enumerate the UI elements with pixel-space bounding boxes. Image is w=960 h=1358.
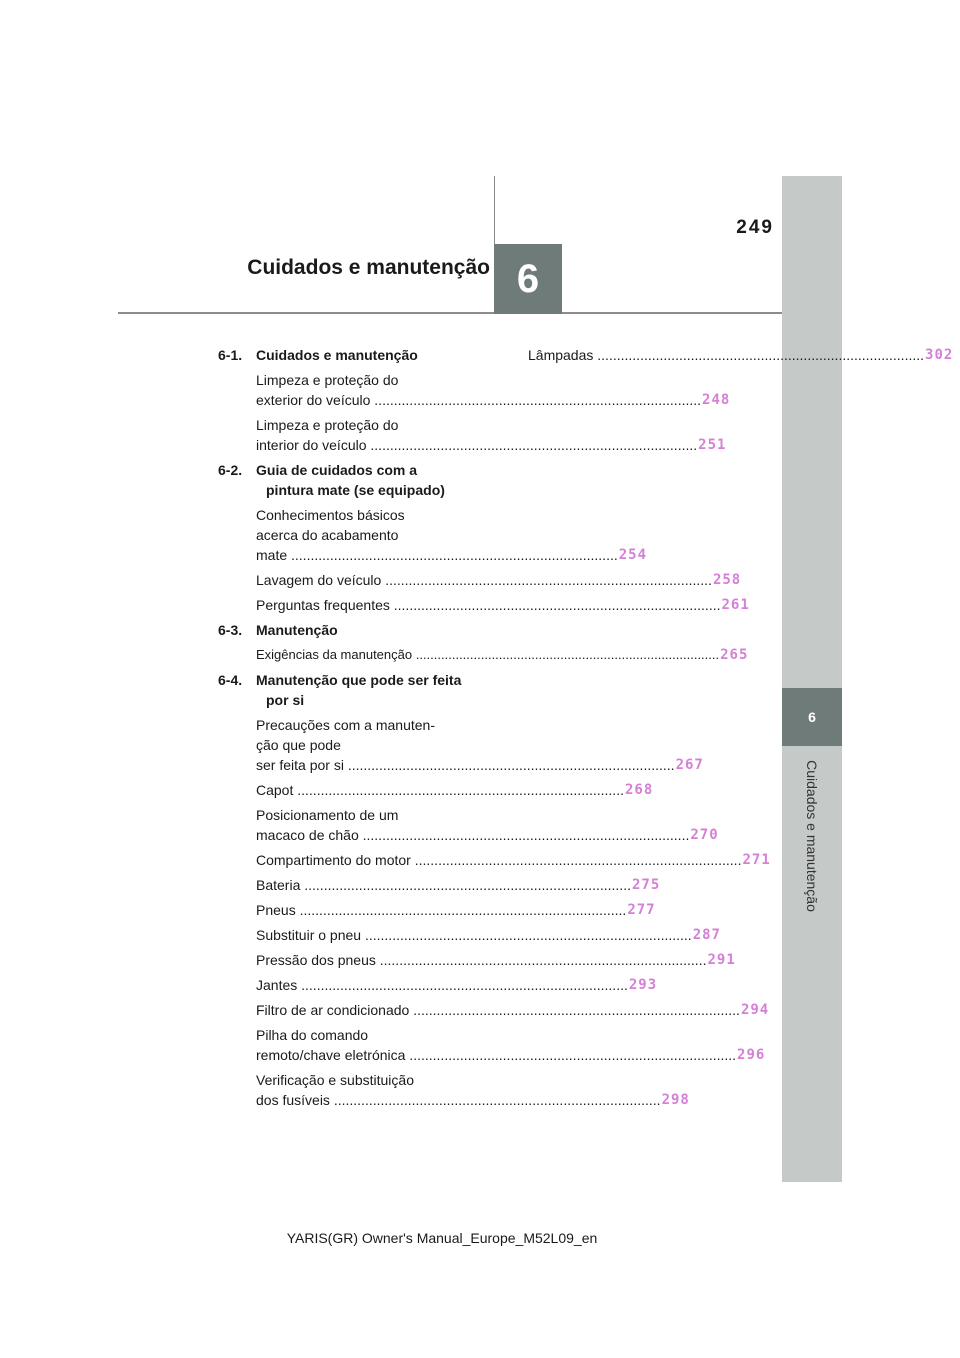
toc-entry-page-link[interactable]: 261 [721,597,750,613]
toc-entry-title: interior do veículo [256,437,367,453]
toc-entry-title: remoto/chave eletrónica [256,1047,406,1063]
toc-entry-page-link[interactable]: 298 [661,1092,690,1108]
dot-leader: .................................................................................... [410,852,742,868]
toc-entry-page-link[interactable]: 302 [925,347,954,363]
toc-entry[interactable] [256,505,648,565]
toc-entry-page-link[interactable]: 277 [627,902,656,918]
toc-entry-title: ser feita por si [256,757,344,773]
dot-leader: .................................................................................... [381,572,712,588]
toc-entry-title: Compartimento do motor [256,852,411,868]
dot-leader: .................................................................................... [375,952,707,968]
toc-entry-page-link[interactable]: 293 [628,977,658,993]
toc-entry-title: Substituir o pneu [256,927,362,943]
dot-leader: .................................................................................... [409,1002,740,1018]
toc-entry[interactable] [256,570,742,590]
toc-entry[interactable] [256,1000,770,1020]
toc-entry-line: Limpeza e proteção do [256,372,399,388]
toc-entry-title: macaco de chão [256,827,359,843]
header-horizontal-rule [118,312,782,314]
dot-leader: .................................................................................... [297,977,628,993]
toc-section-heading[interactable] [218,670,466,710]
toc-section-number: 6-3. [218,622,243,638]
dot-leader: .................................................................................... [300,877,631,893]
toc-entry-line: Precauções com a manuten- [256,717,435,733]
dot-leader: .................................................................................... [405,1047,737,1063]
toc-entry-line: Pilha do comando [256,1027,369,1043]
toc-section-title: Cuidados e manutenção [256,347,418,363]
toc-entry[interactable] [256,805,719,845]
toc-entry[interactable] [256,850,771,870]
toc-entry-page-link[interactable]: 248 [702,392,731,408]
toc-entry[interactable] [256,595,750,615]
toc-entry[interactable] [256,1070,690,1110]
toc-section-title: Manutenção que pode ser feita por si [256,672,462,708]
dot-leader: .................................................................................... [389,597,721,613]
toc-entry-page-link[interactable]: 268 [624,782,654,798]
toc-section-number: 6-2. [218,462,243,478]
toc-entry[interactable] [256,875,661,895]
toc-entry-line: ção que pode [256,737,341,753]
toc-section-heading[interactable] [218,345,466,365]
toc-entry-title: Capot [256,782,294,798]
dot-leader: .................................................................................... [366,437,698,453]
toc-entry[interactable] [256,780,654,800]
toc-section-heading[interactable] [218,620,466,640]
dot-leader: .................................................................................... [343,757,675,773]
dot-leader: .................................................................................... [370,392,702,408]
toc-entry-title: Pressão dos pneus [256,952,376,968]
toc-entry[interactable] [256,1025,766,1065]
toc-entry-title: Lavagem do veículo [256,572,382,588]
toc-entry-page-link[interactable]: 265 [720,647,749,663]
side-thumb-strip [782,176,842,1182]
toc-entry[interactable] [256,950,736,970]
toc-section-number: 6-4. [218,672,243,688]
dot-leader: .................................................................................... [287,547,618,563]
toc-entry-title: Bateria [256,877,301,893]
toc-entry-page-link[interactable]: 296 [737,1047,766,1063]
chapter-number-box: 6 [494,244,562,314]
toc-entry-page-link[interactable]: 267 [675,757,704,773]
toc-section-number: 6-1. [218,347,243,363]
toc-entry-title: Lâmpadas [528,347,594,363]
dot-leader: .................................................................................... [358,827,690,843]
toc-entry-title: dos fusíveis [256,1092,330,1108]
toc-entry-line: acerca do acabamento [256,527,399,543]
toc-entry-page-link[interactable]: 258 [712,572,742,588]
toc-entry-title: Perguntas frequentes [256,597,390,613]
toc-entry-page-link[interactable]: 287 [692,927,721,943]
dot-leader: .................................................................................... [412,647,720,662]
dot-leader: .................................................................................... [329,1092,661,1108]
toc-entry-page-link[interactable]: 254 [618,547,648,563]
toc-entry[interactable] [256,370,731,410]
toc-entry-title: mate [256,547,288,563]
footer-manual-id: YARIS(GR) Owner's Manual_Europe_M52L09_en [286,1230,598,1246]
dot-leader: .................................................................................... [293,782,624,798]
toc-entry-page-link[interactable]: 251 [698,437,727,453]
header-vertical-rule [494,176,495,246]
dot-leader: .................................................................................... [593,347,925,363]
toc-entry-page-link[interactable]: 275 [631,877,661,893]
dot-leader: .................................................................................... [295,902,627,918]
side-tab-chapter-title: Cuidados e manutenção [804,760,820,912]
toc-entry-line: Conhecimentos básicos [256,507,405,523]
toc-entry-page-link[interactable]: 294 [740,1002,770,1018]
dot-leader: .................................................................................... [361,927,692,943]
toc-entry-title: Jantes [256,977,298,993]
toc-entry-page-link[interactable]: 270 [690,827,719,843]
toc-entry-title: Pneus [256,902,296,918]
toc-section-heading[interactable] [218,460,466,500]
toc-entry-line: Limpeza e proteção do [256,417,399,433]
side-tab-chapter-number[interactable]: 6 [782,688,842,746]
toc-entry[interactable] [528,345,954,365]
toc-entry-page-link[interactable]: 271 [742,852,771,868]
chapter-title: Cuidados e manutenção [247,256,490,279]
table-of-contents-right-column [528,345,954,370]
toc-entry-title: exterior do veículo [256,392,371,408]
toc-entry[interactable] [256,925,721,945]
toc-entry[interactable] [256,975,658,995]
toc-entry-line: Posicionamento de um [256,807,399,823]
toc-section-title: Guia de cuidados com a pintura mate (se equipado) [256,462,445,498]
toc-entry-page-link[interactable]: 291 [707,952,736,968]
toc-entry-title: Exigências da manutenção [256,647,413,662]
toc-entry[interactable] [256,415,727,455]
toc-section-title: Manutenção [256,622,338,638]
toc-entry[interactable] [256,645,749,665]
toc-entry-title: Filtro de ar condicionado [256,1002,410,1018]
toc-entry[interactable] [256,715,704,775]
toc-entry-line: Verificação e substituição [256,1072,414,1088]
toc-entry[interactable] [256,900,656,920]
page-number: 249 [736,217,774,238]
